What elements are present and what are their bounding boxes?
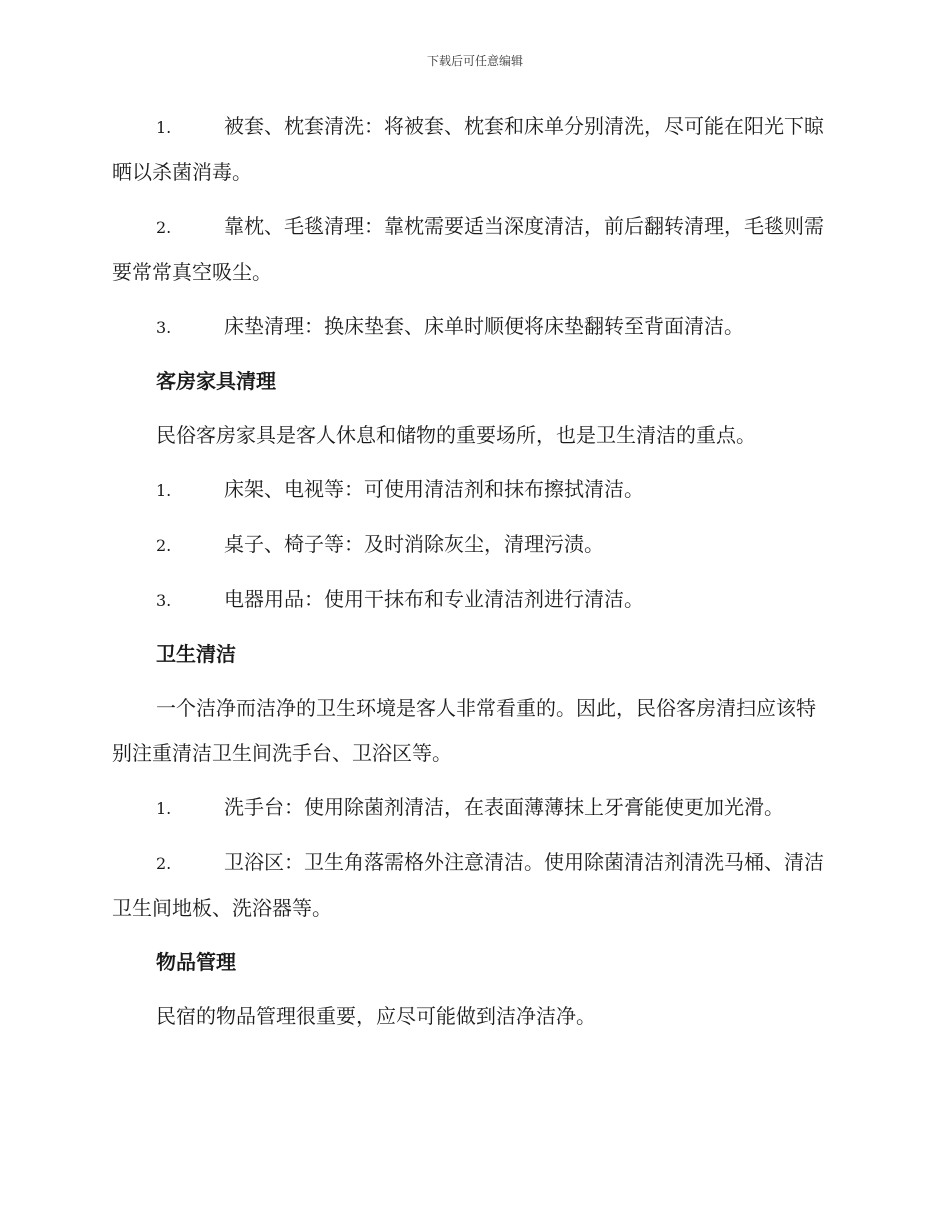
list-number: 2.: [156, 218, 172, 237]
list-item-text: 洗手台：使用除菌剂清洁，在表面薄薄抹上牙膏能使更加光滑。: [224, 795, 784, 819]
section-heading: 卫生清洁: [156, 642, 236, 666]
list-item-text: 被套、枕套清洗：将被套、枕套和床单分别清洗，尽可能在阳光下晾晒以杀菌消毒。: [112, 114, 824, 184]
section-heading: 客房家具清理: [156, 369, 276, 393]
paragraph: 一个洁净而洁净的卫生环境是客人非常看重的。因此，民俗客房清扫应该特别注重清洁卫生间洗手台、卫浴区等。: [112, 696, 816, 765]
paragraph: 民俗客房家具是客人休息和储物的重要场所，也是卫生清洁的重点。: [156, 423, 756, 447]
list-item-text: 靠枕、毛毯清理：靠枕需要适当深度清洁，前后翻转清理，毛毯则需要常常真空吸尘。: [112, 214, 824, 284]
list-number: 3.: [156, 318, 172, 337]
page-header: 下载后可任意编辑: [426, 54, 523, 68]
list-number: 2.: [156, 854, 172, 873]
list-item: [112, 304, 832, 350]
list-item-text: 桌子、椅子等：及时消除灰尘，清理污渍。: [224, 532, 604, 556]
list-item: [112, 785, 832, 831]
list-item: [112, 577, 832, 623]
list-number: 1.: [156, 799, 172, 818]
list-number: 2.: [156, 536, 172, 555]
list-number: 3.: [156, 591, 172, 610]
list-item: [112, 522, 832, 568]
section-heading: 物品管理: [156, 950, 236, 974]
list-item-text: 床架、电视等：可使用清洁剂和抹布擦拭清洁。: [224, 477, 644, 501]
list-item: [112, 104, 832, 195]
list-item-text: 电器用品：使用干抹布和专业清洁剂进行清洁。: [224, 587, 644, 611]
list-item-text: 床垫清理：换床垫套、床单时顺便将床垫翻转至背面清洁。: [224, 314, 744, 338]
paragraph: 民宿的物品管理很重要，应尽可能做到洁净洁净。: [156, 1004, 596, 1028]
document-body: [112, 104, 832, 1048]
list-item: [112, 204, 832, 295]
list-number: 1.: [156, 481, 172, 500]
list-item: [112, 840, 832, 931]
list-item: [112, 467, 832, 513]
list-number: 1.: [156, 118, 172, 137]
list-item-text: 卫浴区：卫生角落需格外注意清洁。使用除菌清洁剂清洗马桶、清洁卫生间地板、洗浴器等。: [112, 850, 824, 920]
